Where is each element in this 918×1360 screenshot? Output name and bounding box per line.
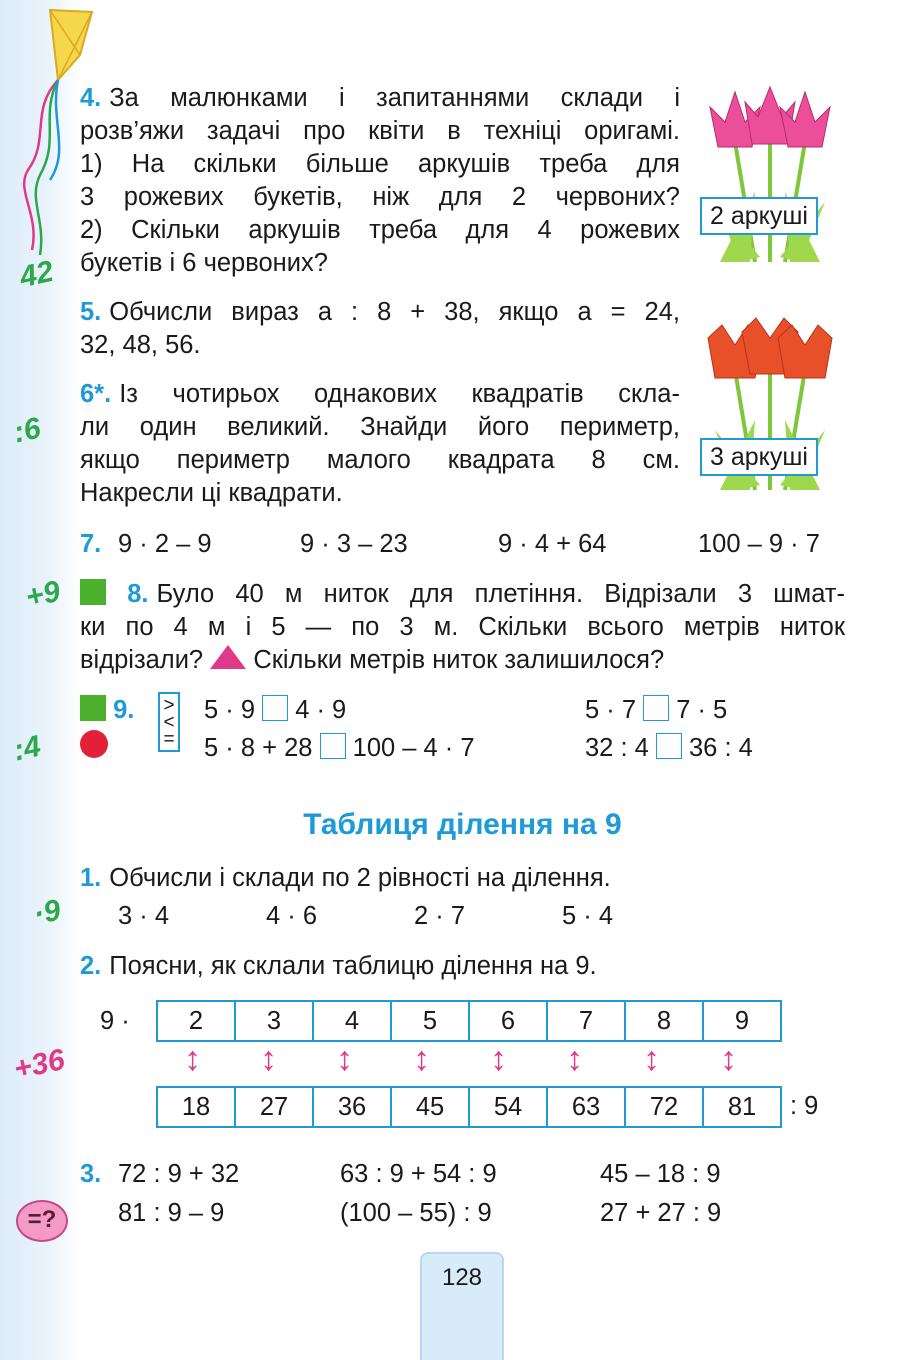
task-6-line-4: Накресли ці квадрати. xyxy=(80,479,343,507)
mult-label: 9 · xyxy=(100,1007,130,1035)
task-7-expr-4: 100 – 9 · 7 xyxy=(698,530,820,558)
side-number-2: :6 xyxy=(10,411,44,450)
mult-cell: 8 xyxy=(625,1001,703,1041)
mult-cell: 7 xyxy=(547,1001,625,1041)
sec-1-expr-3: 2 · 7 xyxy=(414,902,466,930)
div-cell: 18 xyxy=(157,1087,235,1127)
task-6-number: 6*. xyxy=(80,380,112,408)
sec-3-r2-1: 81 : 9 – 9 xyxy=(118,1199,225,1227)
mult-cell: 6 xyxy=(469,1001,547,1041)
side-number-3: +9 xyxy=(22,574,64,615)
task-4-line-6: букетів і 6 червоних? xyxy=(80,249,328,277)
task-7-expr-3: 9 · 4 + 64 xyxy=(498,530,607,558)
answer-box-2[interactable] xyxy=(643,695,669,721)
task-9-r2r-a: 32 : 4 xyxy=(585,734,649,762)
task-8-line-1: Було 40 м ниток для плетіння. Відрізали 3 шмат- xyxy=(156,580,845,608)
mult-cell: 9 xyxy=(703,1001,781,1041)
task-8-number: 8. xyxy=(127,580,149,608)
task-5-number: 5. xyxy=(80,298,102,326)
green-square-icon xyxy=(80,579,106,605)
sec-1-number: 1. xyxy=(80,864,102,892)
task-4 xyxy=(80,82,680,280)
double-arrow-icon: ↕ xyxy=(336,1040,353,1078)
task-9-r1r-b: 7 · 5 xyxy=(676,696,728,724)
pink-tulips-icon xyxy=(700,82,840,267)
div-cell: 72 xyxy=(625,1087,703,1127)
task-6-line-3: якщо периметр малого квадрата 8 см. xyxy=(80,446,680,474)
task-9-row1-right xyxy=(585,694,727,727)
task-9-r1r-a: 5 · 7 xyxy=(585,696,637,724)
task-8-line-3a: відрізали? xyxy=(80,646,204,674)
task-6 xyxy=(80,378,680,510)
green-square-icon-2 xyxy=(80,695,106,721)
double-arrow-icon: ↕ xyxy=(720,1040,737,1078)
mult-cell: 2 xyxy=(157,1001,235,1041)
task-6-line-2: ли один великий. Знайди його периметр, xyxy=(80,413,680,441)
double-arrow-icon: ↕ xyxy=(260,1040,277,1078)
mult-cell: 5 xyxy=(391,1001,469,1041)
double-arrow-icon: ↕ xyxy=(413,1040,430,1078)
task-9-row2-left xyxy=(204,732,475,765)
task-9-number: 9. xyxy=(113,696,135,724)
task-4-line-5: 2) Скільки аркушів треба для 4 рожевих xyxy=(80,216,680,244)
task-4-number: 4. xyxy=(80,84,102,112)
div-cell: 36 xyxy=(313,1087,391,1127)
multiplication-row xyxy=(156,1000,782,1042)
task-8-line-3b: Скільки метрів ниток залишилося? xyxy=(253,646,665,674)
div-cell: 45 xyxy=(391,1087,469,1127)
task-9-r1l-a: 5 · 9 xyxy=(204,696,256,724)
mult-cell: 4 xyxy=(313,1001,391,1041)
mult-cell: 3 xyxy=(235,1001,313,1041)
task-9-row1-left xyxy=(204,694,346,727)
sec-1-text xyxy=(80,862,611,895)
sec-2-number: 2. xyxy=(80,952,102,980)
help-badge: =? xyxy=(16,1200,68,1242)
answer-box-1[interactable] xyxy=(262,695,288,721)
double-arrow-icon: ↕ xyxy=(643,1040,660,1078)
task-4-line-3: 1) На скільки більше аркушів треба для xyxy=(80,150,680,178)
sec-2-text xyxy=(80,950,597,983)
task-7-number: 7. xyxy=(80,530,102,558)
side-number-4: :4 xyxy=(10,729,44,768)
task-7-expr-2: 9 · 3 – 23 xyxy=(300,530,408,558)
page-number-tab xyxy=(420,1252,504,1360)
comparison-signs xyxy=(158,692,180,752)
task-7-expr-1: 9 · 2 – 9 xyxy=(118,530,212,558)
page-number: 128 xyxy=(441,1264,483,1291)
double-arrow-icon: ↕ xyxy=(184,1040,201,1078)
section-heading: Таблиця ділення на 9 xyxy=(303,808,622,841)
sec-3-r1-1: 72 : 9 + 32 xyxy=(118,1160,240,1188)
division-row xyxy=(156,1086,782,1128)
sec-2-instruction: Поясни, як склали таблицю ділення на 9. xyxy=(109,952,597,980)
task-9-r2l-b: 100 – 4 · 7 xyxy=(352,734,475,762)
sec-1-expr-2: 4 · 6 xyxy=(266,902,318,930)
red-circle-icon xyxy=(80,730,108,758)
div-cell: 27 xyxy=(235,1087,313,1127)
task-5-line-2: 32, 48, 56. xyxy=(80,331,201,359)
task-6-line-1: Із чотирьох однакових квадратів скла- xyxy=(119,380,680,408)
div-cell: 81 xyxy=(703,1087,781,1127)
div-label: : 9 xyxy=(790,1092,819,1120)
double-arrow-icon: ↕ xyxy=(490,1040,507,1078)
double-arrow-icon: ↕ xyxy=(566,1040,583,1078)
pink-triangle-icon xyxy=(210,645,246,669)
task-8-line-2: ки по 4 м і 5 — по 3 м. Скільки всього метрів ниток xyxy=(80,613,845,641)
div-cell: 54 xyxy=(469,1087,547,1127)
red-bouquet-label: 3 аркуші xyxy=(700,438,818,476)
task-4-line-1: За малюнками і запитаннями склади і xyxy=(109,84,680,112)
task-4-line-4: 3 рожевих букетів, ніж для 2 червоних? xyxy=(80,183,680,211)
side-number-5: ·9 xyxy=(30,893,64,932)
task-9-r2l-a: 5 · 8 + 28 xyxy=(204,734,313,762)
task-9-r1l-b: 4 · 9 xyxy=(295,696,347,724)
side-number-6: +36 xyxy=(11,1043,68,1086)
task-8 xyxy=(80,578,845,677)
answer-box-4[interactable] xyxy=(656,733,682,759)
task-9-row2-right xyxy=(585,732,753,765)
sec-1-expr-1: 3 · 4 xyxy=(118,902,170,930)
sec-3-r1-3: 45 – 18 : 9 xyxy=(600,1160,721,1188)
sec-1-expr-4: 5 · 4 xyxy=(562,902,614,930)
task-4-line-2: розв’яжи задачі про квіти в техніці оригамі. xyxy=(80,117,680,145)
task-5 xyxy=(80,296,680,362)
answer-box-3[interactable] xyxy=(320,733,346,759)
sec-1-instruction: Обчисли і склади по 2 рівності на ділення. xyxy=(109,864,611,892)
side-number-1: 42 xyxy=(16,254,57,295)
sec-3-r1-2: 63 : 9 + 54 : 9 xyxy=(340,1160,497,1188)
task-9-r2r-b: 36 : 4 xyxy=(689,734,753,762)
sec-3-number: 3. xyxy=(80,1160,102,1188)
comparison-signs-text: > < = xyxy=(163,695,175,750)
div-cell: 63 xyxy=(547,1087,625,1127)
sec-3-r2-2: (100 – 55) : 9 xyxy=(340,1199,492,1227)
task-9-marker xyxy=(80,694,142,727)
pink-bouquet-label: 2 аркуші xyxy=(700,197,818,235)
task-5-line-1: Обчисли вираз а : 8 + 38, якщо а = 24, xyxy=(109,298,680,326)
sec-3-r2-3: 27 + 27 : 9 xyxy=(600,1199,722,1227)
